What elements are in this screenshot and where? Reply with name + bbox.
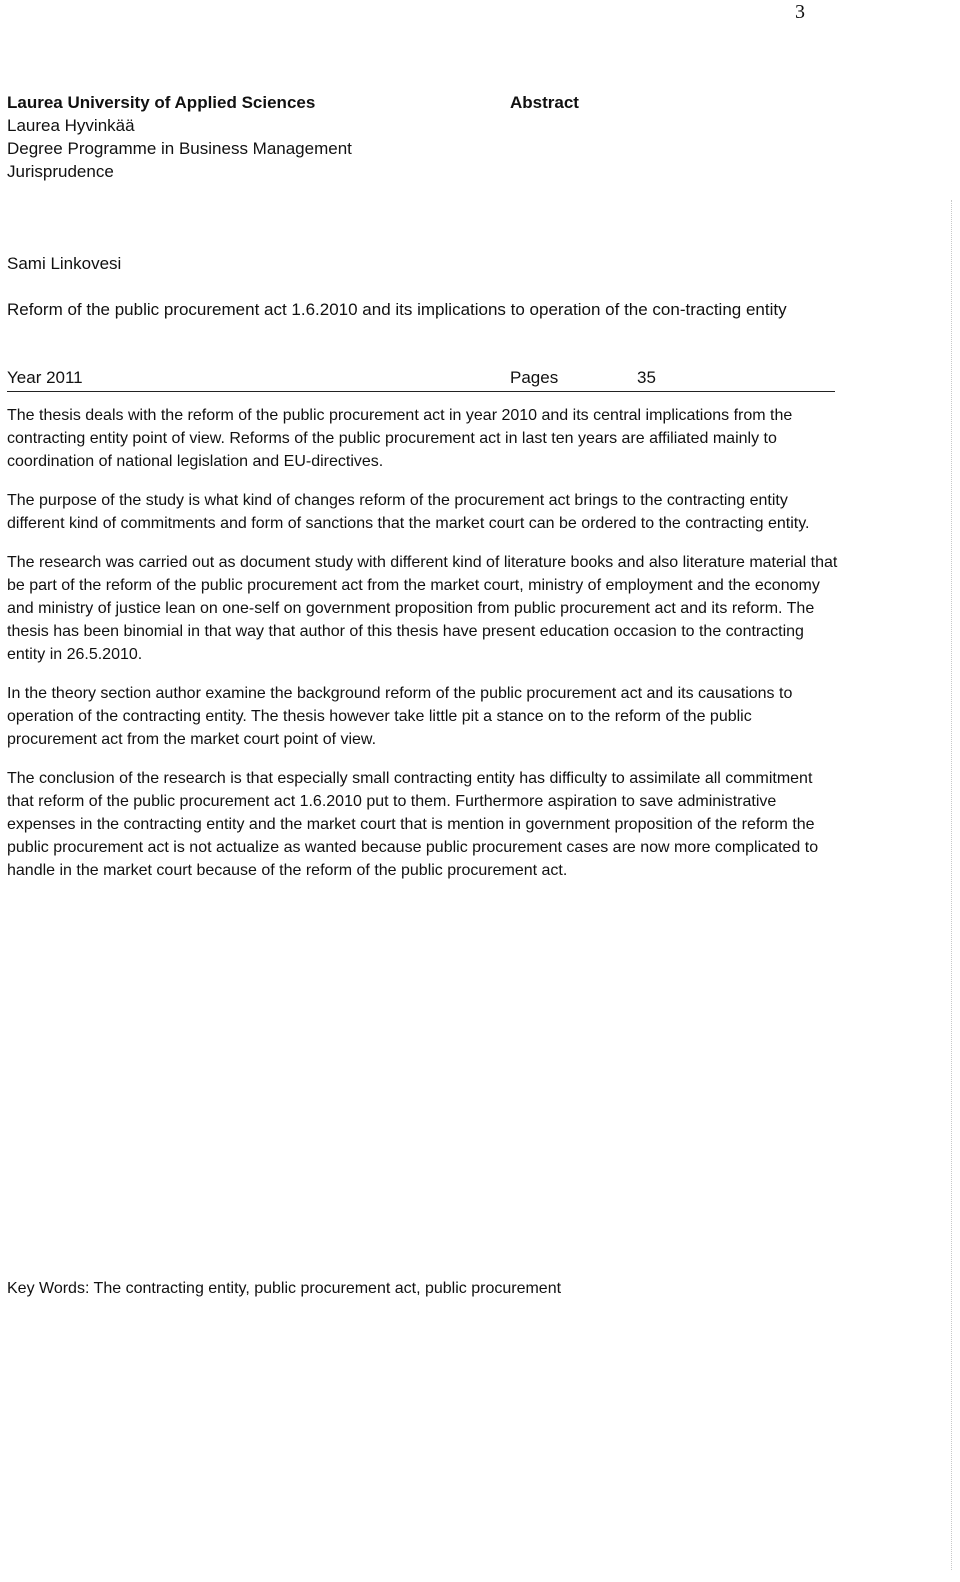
abstract-paragraph: The research was carried out as document study with different kind of literature books and also literature material that be part of the reform of the public procurement act from the market court, ministry of employment and the economy and ministry of justice lean on one-self on government proposition from public procurement act and its reform. The thesis has been binomial in that way that author of this thesis have present education occasion to the contracting entity in 26.5.2010. [7, 554, 838, 663]
keywords: Key Words: The contracting entity, public procurement act, public procurement [7, 1280, 562, 1297]
scan-edge-line [951, 200, 952, 1570]
field-name: Jurisprudence [7, 162, 114, 181]
institution-name: Laurea University of Applied Sciences [7, 93, 316, 112]
abstract-paragraph: The conclusion of the research is that especially small contracting entity has difficulty to assimilate all commitment that reform of the public procurement act 1.6.2010 put to them. Furthermore aspiration to save administrative expenses in the contracting entity and the market court that is mention in government proposition of the reform the public procurement act is not actualize as wanted because public procurement cases are now more complicated to handle in the market court because of the reform of the public procurement act. [7, 770, 819, 879]
meta-row [7, 366, 835, 392]
abstract-paragraph: The purpose of the study is what kind of changes reform of the procurement act brings to the contracting entity different kind of commitments and form of sanctions that the market court can be ordered to the contracting entity. [7, 492, 810, 532]
page-number: 3 [795, 1, 805, 23]
abstract-body [7, 404, 839, 898]
abstract-paragraph: In the theory section author examine the background reform of the public procurement act and its causations to operation of the contracting entity. The thesis however take little pit a stance on to the reform of the public procurement act from the market court point of view. [7, 685, 793, 748]
abstract-paragraph: The thesis deals with the reform of the public procurement act in year 2010 and its central implications from the contracting entity point of view. Reforms of the public procurement act in last ten years are affiliated mainly to coordination of national legislation and EU-directives. [7, 407, 793, 470]
author-name: Sami Linkovesi [7, 254, 122, 273]
programme-name: Degree Programme in Business Management [7, 139, 352, 158]
pages-value: 35 [637, 368, 656, 387]
thesis-title: Reform of the public procurement act 1.6.2010 and its implications to operation of the con-tracting entity [7, 300, 787, 319]
pages-label: Pages [510, 368, 559, 387]
campus-name: Laurea Hyvinkää [7, 116, 135, 135]
year-label: Year 2011 [7, 368, 83, 387]
header-block [7, 91, 352, 183]
abstract-label: Abstract [510, 93, 579, 112]
